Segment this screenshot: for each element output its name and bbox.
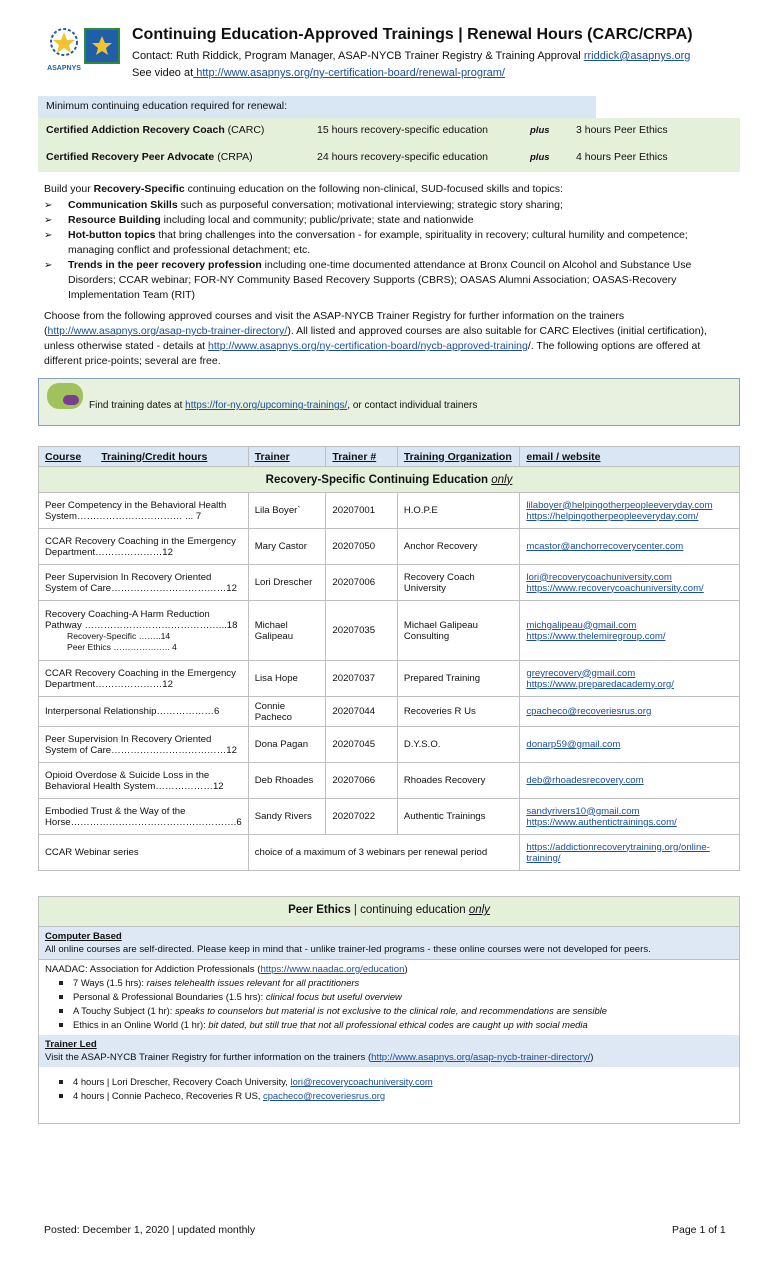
ethics-title-bold: Peer Ethics — [288, 904, 351, 916]
list-item — [55, 990, 733, 1004]
trainer-cell: Sandy Rivers — [248, 799, 326, 835]
course-cell — [39, 601, 249, 661]
plus-label: plus — [530, 152, 550, 163]
find-training-text — [89, 400, 477, 411]
course-cell: Peer Supervision In Recovery Oriented System of Care………………………………12 — [39, 727, 249, 763]
naadac-link[interactable]: https://www.naadac.org/education — [260, 964, 405, 975]
email-link[interactable]: deb@rhoadesrecovery.com — [526, 775, 644, 786]
website-link[interactable]: https://helpingotherpeopleeveryday.com/ — [526, 510, 699, 522]
topic-title: Communication Skills — [68, 199, 178, 211]
find-prefix: Find training dates at — [89, 400, 186, 411]
organization-cell: H.O.P.E — [397, 493, 520, 529]
trainer-led-heading: Trainer Led — [45, 1039, 97, 1050]
ethics-title-only: only — [468, 904, 490, 916]
page-number: Page 1 of 1 — [672, 1224, 726, 1236]
contact-email-link[interactable]: rriddick@asapnys.org — [583, 50, 691, 62]
course-note: clinical focus but useful overview — [265, 991, 402, 1002]
table-header-row — [39, 447, 740, 467]
trainer-led-block — [39, 1035, 739, 1067]
trainer-cell: Dona Pagan — [248, 727, 326, 763]
computer-based-block — [39, 927, 739, 959]
table-row — [39, 601, 740, 661]
organization-cell: Michael Galipeau Consulting — [397, 601, 520, 661]
list-item — [55, 1018, 733, 1032]
course-cell: Opioid Overdose & Suicide Loss in the Behavioral Health System………………12 — [39, 763, 249, 799]
list-item — [44, 213, 734, 228]
website-link[interactable]: https://www.authentictrainings.com/ — [526, 816, 677, 828]
contact-cell — [520, 601, 740, 661]
webinar-note: choice of a maximum of 3 webinars per renewal period — [248, 835, 520, 871]
credential-abbr: (CRPA) — [214, 151, 253, 163]
credential-name: Certified Addiction Recovery Coach — [46, 124, 225, 136]
topic-text: including local and community; public/private; state and nationwide — [160, 214, 474, 226]
intro-lead — [44, 182, 734, 197]
trainer-number-cell: 20207022 — [326, 799, 397, 835]
naadac-suffix: ) — [404, 964, 408, 975]
naadac-course-list — [45, 976, 733, 1032]
email-link[interactable]: mcastor@anchorrecoverycenter.com — [526, 541, 684, 552]
website-link[interactable]: https://www.thelemiregroup.com/ — [526, 630, 666, 642]
choose-text-2: ). All listed and approved courses are also suitable for CARC Electives (initial certification), unless otherwise stated - details at — [44, 325, 707, 352]
naadac-line — [45, 963, 733, 976]
logo-text: ASAPNYS — [47, 65, 81, 72]
contact-cell — [520, 661, 740, 697]
intro-section — [44, 182, 734, 303]
posted-date: Posted: December 1, 2020 | updated monthly — [44, 1224, 256, 1236]
page-title: Continuing Education-Approved Trainings | Renewal Hours (CARC/CRPA) — [132, 26, 693, 43]
table-row — [39, 727, 740, 763]
contact-cell — [520, 493, 740, 529]
approved-training-link[interactable]: http://www.asapnys.org/ny-certification-board/nycb-approved-training — [208, 340, 528, 352]
trainer-number-cell: 20207035 — [326, 601, 397, 661]
contact-cell — [520, 565, 740, 601]
table-row — [39, 661, 740, 697]
organization-cell: Recovery Coach University — [397, 565, 520, 601]
organization-cell: Recoveries R Us — [397, 697, 520, 727]
trainer-directory-link[interactable]: http://www.asapnys.org/asap-nycb-trainer-directory/ — [47, 325, 288, 337]
topic-title: Resource Building — [68, 214, 161, 226]
email-link[interactable]: lori@recoverycoachuniversity.com — [290, 1076, 433, 1087]
intro-lead-bold: Recovery-Specific — [93, 183, 185, 195]
trainer-number-cell: 20207050 — [326, 529, 397, 565]
course-note: bit dated, but still true that not all professional ethical codes are caught up with social media — [208, 1019, 588, 1030]
course-cell: Peer Competency in the Behavioral Health System…………………………… ... 7 — [39, 493, 249, 529]
contact-cell — [520, 727, 740, 763]
trainer-led-suffix: ) — [590, 1052, 594, 1063]
course-note: raises telehealth issues relevant for all practitioners — [146, 977, 360, 988]
course-name: Ethics in an Online World (1 hr): — [73, 1019, 209, 1030]
find-suffix: , or contact individual trainers — [347, 400, 478, 411]
choose-text-3: /. The following options are offered at different price-points; several are free. — [44, 340, 701, 367]
credential-name: Certified Recovery Peer Advocate — [46, 151, 215, 163]
website-link[interactable]: https://www.preparedacademy.org/ — [526, 678, 674, 690]
trainer-cell: Michael Galipeau — [248, 601, 326, 661]
trainer-cell: Connie Pacheco — [248, 697, 326, 727]
trainer-number-cell: 20207037 — [326, 661, 397, 697]
table-row — [39, 763, 740, 799]
choose-text: Choose from the following approved courses and visit the ASAP-NYCB Trainer Registry for further information on the trainers ( — [44, 310, 625, 337]
course-cell: CCAR Webinar series — [39, 835, 249, 871]
topic-text: such as purposeful conversation; motivational interviewing; strategic story sharing; — [177, 199, 563, 211]
computer-based-text: All online courses are self-directed. Please keep in mind that - unlike trainer-led programs - these online courses were not developed for peers. — [45, 944, 651, 955]
header-course — [39, 447, 249, 467]
naadac-block — [39, 959, 739, 1035]
video-prefix: See video at — [132, 67, 194, 79]
contact-text: Contact: Ruth Riddick, Program Manager, ASAP-NYCB Trainer Registry & Training Approval — [132, 50, 584, 62]
website-link[interactable]: https://addictionrecoverytraining.org/online-training/ — [526, 841, 710, 864]
organization-cell: Rhoades Recovery — [397, 763, 520, 799]
header-trainer-number: Trainer # — [326, 447, 397, 467]
choose-paragraph — [44, 309, 734, 369]
header-contact: email / website — [520, 447, 740, 467]
trainer-list-block — [39, 1067, 739, 1106]
course-note: speaks to counselors but material is not exclusive to the clinical role, and recommendations are sensible — [174, 1005, 607, 1016]
find-training-logo-icon — [47, 383, 83, 409]
hours-required: 15 hours recovery-specific education — [317, 124, 489, 136]
section-title — [39, 467, 740, 493]
email-link[interactable]: michgalipeau@gmail.com — [526, 619, 637, 631]
trainer-led-text — [45, 1051, 733, 1064]
header-hours-label: Training/Credit hours — [101, 450, 208, 463]
trainer-number-cell: 20207001 — [326, 493, 397, 529]
trainer-cell: Lisa Hope — [248, 661, 326, 697]
topic-text: including one-time documented attendance at Bronx Council on Alcohol and Substance Use Disorders; CCAR webinar; FOR-NY Community Based Recovery Supports (CBRS); OASAS Alumni Association; OASAS-Recovery Implementation Team (RIT) — [68, 259, 692, 301]
contact-cell — [520, 697, 740, 727]
table-row — [39, 493, 740, 529]
list-item — [55, 1004, 733, 1018]
list-item — [55, 976, 733, 990]
requirements-table — [38, 118, 740, 172]
video-line — [132, 67, 505, 79]
trainer-cell: Deb Rhoades — [248, 763, 326, 799]
course-cell: CCAR Recovery Coaching in the Emergency Department…………………12 — [39, 661, 249, 697]
ethics-hours: 3 hours Peer Ethics — [576, 124, 668, 136]
topic-list — [44, 198, 734, 303]
section-row — [39, 467, 740, 493]
course-cell: Embodied Trust & the Way of the Horse…………………………………………….6 — [39, 799, 249, 835]
course-cell: Peer Supervision In Recovery Oriented System of Care………………………………12 — [39, 565, 249, 601]
training-table — [38, 446, 740, 871]
trainer-list — [45, 1075, 733, 1103]
intro-lead-text-2: continuing education on the following non-clinical, SUD-focused skills and topics: — [184, 183, 563, 195]
upcoming-trainings-link[interactable]: https://for-ny.org/upcoming-trainings/ — [185, 400, 348, 411]
list-item — [55, 1075, 733, 1089]
find-training-box — [38, 378, 740, 426]
email-link[interactable]: donarp59@gmail.com — [526, 739, 621, 750]
contact-cell — [520, 799, 740, 835]
email-link[interactable]: cpacheco@recoveriesrus.org — [526, 706, 652, 717]
header-organization: Training Organization — [397, 447, 520, 467]
header-course-label: Course — [45, 450, 82, 463]
contact-cell — [520, 763, 740, 799]
contact-cell — [520, 529, 740, 565]
contact-line — [132, 50, 690, 62]
email-link[interactable]: greyrecovery@gmail.com — [526, 667, 636, 679]
requirements-heading: Minimum continuing education required for renewal: — [38, 96, 596, 118]
email-link[interactable]: sandyrivers10@gmail.com — [526, 805, 640, 817]
email-link[interactable]: lilaboyer@helpingotherpeopleeveryday.com — [526, 499, 713, 511]
section-only: only — [491, 473, 513, 486]
section-title-text: Recovery-Specific Continuing Education — [265, 473, 492, 486]
email-link[interactable]: lori@recoverycoachuniversity.com — [526, 571, 672, 583]
course-title: Recovery Coaching-A Harm Reduction Pathway ……………………………………...18 — [45, 608, 238, 631]
course-subhours: Recovery-Specific ……..14 — [67, 630, 171, 641]
naadac-prefix: NAADAC: Association for Addiction Professionals ( — [45, 964, 261, 975]
course-cell: CCAR Recovery Coaching in the Emergency Department…………………12 — [39, 529, 249, 565]
organization-cell: Prepared Training — [397, 661, 520, 697]
course-name: A Touchy Subject (1 hr): — [73, 1005, 175, 1016]
organization-cell: Anchor Recovery — [397, 529, 520, 565]
email-link[interactable]: cpacheco@recoveriesrus.org — [263, 1090, 386, 1101]
list-item — [55, 1089, 733, 1103]
trainer-led-prefix: Visit the ASAP-NYCB Trainer Registry for further information on the trainers ( — [45, 1052, 372, 1063]
topic-text: that bring challenges into the conversation - for example, spirituality in recovery; cultural humility and competence; managing conflict and professional detachment; etc. — [68, 229, 688, 256]
list-item — [44, 258, 734, 303]
trainer-cell: Lori Drescher — [248, 565, 326, 601]
organization-cell: D.Y.S.O. — [397, 727, 520, 763]
course-name: 7 Ways (1.5 hrs): — [73, 977, 147, 988]
list-item — [44, 228, 734, 258]
course-cell: Interpersonal Relationship………………6 — [39, 697, 249, 727]
topic-title: Hot-button topics — [68, 229, 156, 241]
table-row — [39, 565, 740, 601]
course-name: Personal & Professional Boundaries (1.5 hrs): — [73, 991, 266, 1002]
trainer-cell: Mary Castor — [248, 529, 326, 565]
trainer-entry: 4 hours | Connie Pacheco, Recoveries R US, — [73, 1090, 264, 1101]
topic-title: Trends in the peer recovery profession — [68, 259, 262, 271]
requirement-row-carc — [38, 118, 740, 144]
ethics-hours: 4 hours Peer Ethics — [576, 151, 668, 163]
ethics-title-rest: | continuing education — [350, 904, 469, 916]
requirement-row-crpa — [38, 145, 740, 171]
computer-based-heading: Computer Based — [45, 931, 122, 942]
peer-ethics-title — [39, 897, 739, 927]
peer-ethics-section — [38, 896, 740, 1124]
contact-cell — [520, 835, 740, 871]
trainer-number-cell: 20207006 — [326, 565, 397, 601]
trainer-number-cell: 20207066 — [326, 763, 397, 799]
plus-label: plus — [530, 125, 550, 136]
asapnys-logo — [46, 26, 82, 76]
logos — [46, 26, 124, 78]
certification-board-logo — [84, 28, 120, 64]
table-row — [39, 529, 740, 565]
trainer-entry: 4 hours | Lori Drescher, Recovery Coach University, — [73, 1076, 291, 1087]
table-row — [39, 799, 740, 835]
trainer-directory-link-2[interactable]: http://www.asapnys.org/asap-nycb-trainer-directory/ — [371, 1052, 591, 1063]
table-row — [39, 697, 740, 727]
header-trainer: Trainer — [248, 447, 326, 467]
course-subhours: Peer Ethics ……………….. 4 — [67, 641, 177, 652]
credential-abbr: (CARC) — [224, 124, 265, 136]
intro-lead-text: Build your — [44, 183, 94, 195]
header — [42, 22, 742, 84]
trainer-number-cell: 20207045 — [326, 727, 397, 763]
video-link[interactable]: http://www.asapnys.org/ny-certification-board/renewal-program/ — [193, 67, 505, 79]
trainer-cell: Lila Boyer` — [248, 493, 326, 529]
trainer-number-cell: 20207044 — [326, 697, 397, 727]
website-link[interactable]: https://www.recoverycoachuniversity.com/ — [526, 582, 704, 594]
list-item — [44, 198, 734, 213]
hours-required: 24 hours recovery-specific education — [317, 151, 489, 163]
organization-cell: Authentic Trainings — [397, 799, 520, 835]
table-row — [39, 835, 740, 871]
